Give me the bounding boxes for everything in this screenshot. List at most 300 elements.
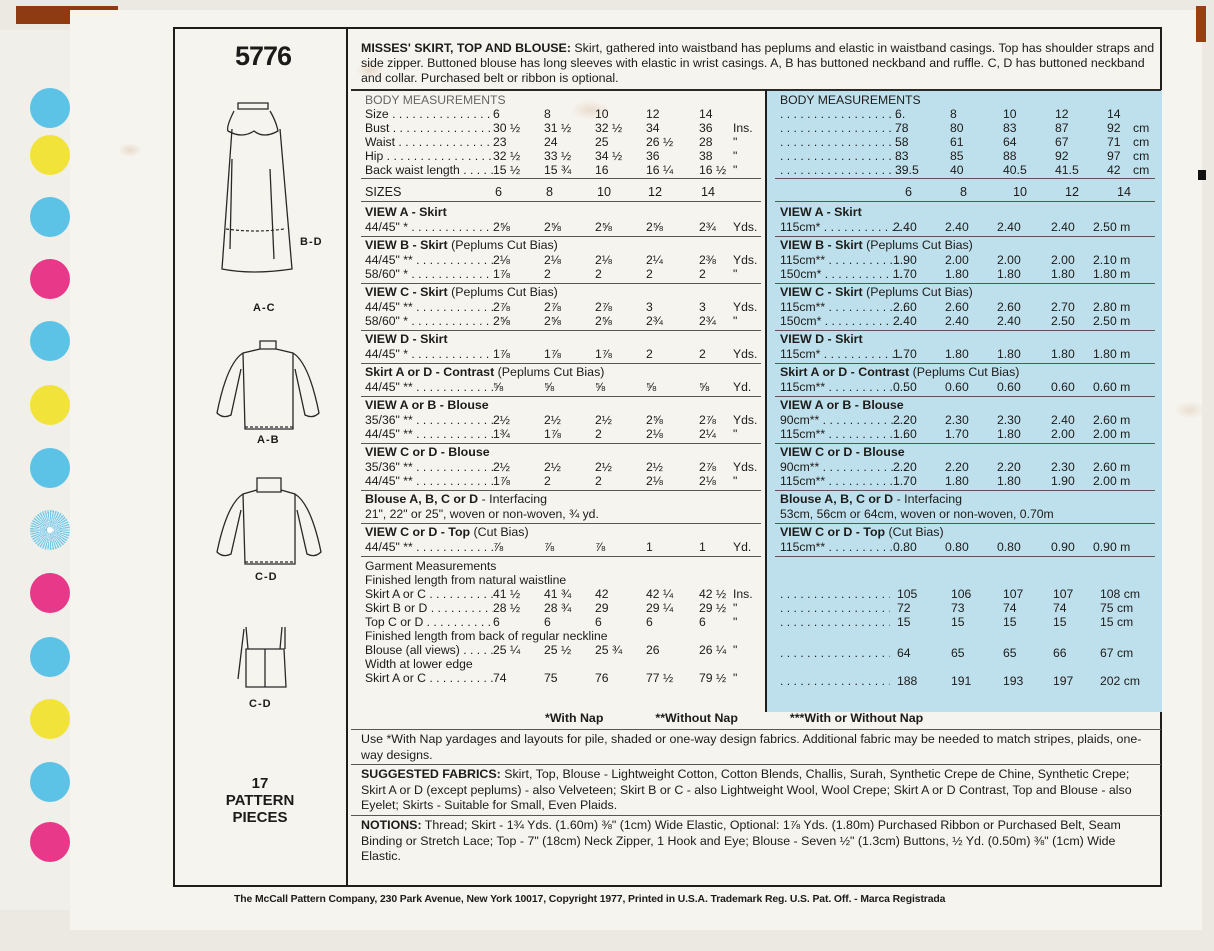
unit: cm (1133, 149, 1150, 163)
size-value-metric: 14 (1117, 185, 1132, 199)
row-label-text: 44/45" ** (365, 474, 413, 488)
cell-value: 41 ½ (493, 587, 521, 601)
row-label (780, 163, 908, 177)
row-label-text: 44/45" ** (365, 300, 413, 314)
view-label-a-b: A-B (257, 434, 280, 446)
leader-dots (427, 601, 493, 615)
leader-dots (780, 601, 890, 615)
cell-value: 2½ (595, 413, 612, 427)
cell-value: 83 (895, 149, 909, 163)
cell-value: 16 (595, 163, 609, 177)
cell-value: 1.90 (1051, 474, 1075, 488)
interfacing-text: 21", 22" or 25", woven or non-woven, ¾ yd. (365, 507, 599, 521)
section-title-text: VIEW D - Skirt (780, 332, 863, 346)
cell-value: 0.90 m (1093, 540, 1131, 554)
section-title (780, 445, 905, 459)
cell-value: 74 (493, 671, 507, 685)
cell-value: 2⅛ (699, 474, 716, 488)
cell-value: 1.70 (893, 347, 917, 361)
unit: Yds. (733, 300, 758, 314)
row-label-text: 115cm** (780, 253, 826, 267)
pattern-pieces-count (205, 775, 315, 826)
cell-value: 1.80 (945, 347, 969, 361)
cell-value: 1⅞ (544, 427, 561, 441)
cell-value: 15 cm (1100, 615, 1134, 629)
row-label (780, 220, 908, 234)
divider (361, 490, 761, 491)
cell-value: 2⅞ (699, 413, 716, 427)
row-label-text: 115cm** (780, 300, 826, 314)
row-label-text: Back waist length (365, 163, 460, 177)
view-label-a-c: A-C (253, 302, 276, 314)
section-title (365, 332, 448, 346)
publisher-footer: The McCall Pattern Company, 230 Park Avenue, New York 10017, Copyright 1977, Printed in U.S.A. Trademark Reg. U.S. Pat. Off. - Marca Registrada (234, 894, 946, 905)
row-label (780, 615, 890, 629)
leader-dots (780, 163, 908, 177)
row-label (780, 149, 908, 163)
divider (775, 178, 1155, 179)
cell-value: 2.60 m (1093, 460, 1131, 474)
cell-value: 30 ½ (493, 121, 521, 135)
divider (775, 523, 1155, 524)
cell-value: 2.50 (1051, 314, 1075, 328)
cell-value: 1⅞ (544, 347, 561, 361)
cell-value: 33 ½ (544, 149, 572, 163)
cell-value: ⅞ (595, 540, 606, 554)
row-label-text: Skirt A or C (365, 587, 426, 601)
cell-value: 2.40 (997, 314, 1021, 328)
row-label-text: 115cm** (780, 540, 826, 554)
row-label-text: 44/45" ** (365, 380, 413, 394)
sizes-label: SIZES (365, 185, 402, 199)
cell-value: 2½ (595, 460, 612, 474)
divider (775, 490, 1155, 491)
row-label (365, 107, 493, 121)
cell-value: ⅞ (544, 540, 555, 554)
pattern-number: 5776 (235, 41, 292, 71)
cell-value: 40.5 (1003, 163, 1027, 177)
cell-value: 2⅜ (699, 253, 716, 267)
cell-value: 0.50 (893, 380, 917, 394)
cell-value: 2⅛ (595, 253, 612, 267)
cell-value: 2.60 (893, 300, 917, 314)
cell-value: 32 ½ (595, 121, 623, 135)
divider (361, 236, 761, 237)
cell-value: 38 (699, 149, 713, 163)
cell-value: 2.00 m (1093, 474, 1131, 488)
cell-value: 2¼ (646, 253, 663, 267)
cell-value: 2⅞ (699, 460, 716, 474)
cell-value: 64 (897, 646, 911, 660)
divider (775, 363, 1155, 364)
cell-value: 2.60 (997, 300, 1021, 314)
cell-value: 2¾ (699, 314, 716, 328)
cell-value: 202 cm (1100, 674, 1140, 688)
cell-value: ⅝ (493, 380, 504, 394)
cell-value: 15 ¾ (544, 163, 572, 177)
size-value: 8 (546, 185, 554, 199)
color-dot-magenta (30, 573, 70, 613)
cell-value: 92 (1055, 149, 1069, 163)
cell-value: 2.40 (893, 314, 917, 328)
top-straps-illustration (230, 619, 305, 694)
row-label-text: Waist (365, 135, 396, 149)
cell-value: 2 (595, 267, 602, 281)
cell-value: 2.00 (1051, 253, 1075, 267)
leader-dots (780, 121, 908, 135)
section-title (780, 238, 973, 252)
row-label (365, 671, 493, 685)
unit: " (733, 601, 738, 615)
section-title-text: VIEW A or B - Blouse (780, 398, 904, 412)
row-label (780, 427, 908, 441)
unit: cm (1133, 163, 1150, 177)
garment-measurements-title: Garment Measurements (365, 559, 497, 573)
cell-value: 2¾ (699, 220, 716, 234)
row-label (780, 413, 908, 427)
leader-dots (780, 674, 890, 688)
unit: " (733, 163, 738, 177)
cell-value: 2.40 (1051, 220, 1075, 234)
row-label (365, 253, 493, 267)
color-dot-magenta (30, 822, 70, 862)
cell-value: 75 (544, 671, 558, 685)
row-label-text: 150cm* (780, 314, 822, 328)
garment-subheading: Width at lower edge (365, 657, 473, 671)
leader-dots (413, 253, 493, 267)
cell-value: 2½ (493, 413, 510, 427)
pattern-title: MISSES' SKIRT, TOP AND BLOUSE: (361, 41, 571, 55)
cell-value: 97 (1107, 149, 1121, 163)
cell-value: 0.80 (945, 540, 969, 554)
row-label (780, 587, 890, 601)
cell-value: 2.30 (945, 413, 969, 427)
cell-value: 34 (646, 121, 660, 135)
unit: Yds. (733, 347, 758, 361)
section-note: (Peplums Cut Bias) (497, 365, 605, 379)
pieces-label-1: PATTERN (225, 792, 295, 809)
row-label (365, 474, 493, 488)
unit: Ins. (733, 587, 753, 601)
unit: " (733, 149, 738, 163)
color-dot-yellow (30, 385, 70, 425)
size-value: 14 (701, 185, 716, 199)
cell-value: 12 (1055, 107, 1069, 121)
cell-value: 2.30 (997, 413, 1021, 427)
leader-dots (395, 135, 493, 149)
section-title-text: VIEW A - Skirt (365, 205, 447, 219)
cell-value: 2½ (646, 460, 663, 474)
row-label-text: Blouse (all views) (365, 643, 460, 657)
section-note: - Interfacing (896, 492, 963, 506)
row-label-text: Skirt A or C (365, 671, 426, 685)
cell-value: 0.60 (997, 380, 1021, 394)
cell-value: 65 (1003, 646, 1017, 660)
cell-value: 10 (595, 107, 609, 121)
envelope-edge-rust-right (1196, 6, 1206, 42)
cell-value: 2.20 (893, 413, 917, 427)
row-label (365, 314, 493, 328)
cell-value: 41.5 (1055, 163, 1079, 177)
cell-value: 88 (1003, 149, 1017, 163)
cell-value: 34 ½ (595, 149, 623, 163)
legend-with-nap: *With Nap (545, 711, 604, 725)
cell-value: 2½ (544, 460, 561, 474)
cell-value: 42 (1107, 163, 1121, 177)
cell-value: 2.60 (945, 300, 969, 314)
row-label-text: Bust (365, 121, 390, 135)
garment-subheading: Finished length from natural waistline (365, 573, 567, 587)
unit: " (733, 314, 738, 328)
row-label-text: 90cm** (780, 460, 820, 474)
illustration-column (175, 29, 348, 885)
section-title (780, 525, 944, 539)
section-title (365, 205, 447, 219)
row-label (780, 135, 908, 149)
cell-value: ⅝ (595, 380, 606, 394)
divider (361, 330, 761, 331)
leader-dots (780, 107, 908, 121)
divider (361, 283, 761, 284)
suggested-fabrics-label: SUGGESTED FABRICS: (361, 767, 501, 781)
cell-value: 39.5 (895, 163, 919, 177)
cell-value: 1.80 (1051, 347, 1075, 361)
row-label-text: 115cm* (780, 220, 821, 234)
leader-dots (413, 427, 493, 441)
section-title-text: Skirt A or D - Contrast (365, 365, 495, 379)
cell-value: 67 cm (1100, 646, 1134, 660)
size-value: 6 (495, 185, 503, 199)
cell-value: 2.80 m (1093, 300, 1131, 314)
cell-value: 87 (1055, 121, 1069, 135)
cell-value: 28 ¾ (544, 601, 572, 615)
cell-value: 0.60 (945, 380, 969, 394)
section-title (365, 525, 529, 539)
section-title-text: VIEW C or D - Blouse (780, 445, 905, 459)
cell-value: 42 ½ (699, 587, 727, 601)
row-label (365, 413, 493, 427)
cell-value: 1¾ (493, 427, 510, 441)
leader-dots (780, 149, 908, 163)
row-label-text: Hip (365, 149, 384, 163)
row-label (365, 300, 493, 314)
cell-value: 2⅝ (595, 220, 612, 234)
cell-value: 40 (950, 163, 964, 177)
cell-value: 2.40 (997, 220, 1021, 234)
section-title (365, 492, 547, 506)
cell-value: 92 (1107, 121, 1121, 135)
cell-value: 2⅛ (493, 253, 510, 267)
section-title-text: VIEW C or D - Top (365, 525, 471, 539)
cell-value: 1 (699, 540, 706, 554)
leader-dots (413, 460, 493, 474)
divider (361, 396, 761, 397)
unit: Yd. (733, 380, 752, 394)
cell-value: 77 ½ (646, 671, 674, 685)
cell-value: 26 ½ (646, 135, 674, 149)
cell-value: 6 (493, 615, 500, 629)
cell-value: 29 ½ (699, 601, 727, 615)
section-note: (Peplums Cut Bias) (451, 238, 558, 252)
pattern-description-text: Skirt, gathered into waistband has peplums and elastic in waistband casings. Top has shoulder straps and side zipper. Buttoned blouse has long sleeves with elastic in wrist casings. A, B has buttoned neckband and ruffle. C, D has buttoned neckband and collar. Purchased belt or ribbon is optional. (361, 41, 1155, 85)
cell-value: 31 ½ (544, 121, 572, 135)
cell-value: 1⅞ (493, 267, 510, 281)
cell-value: 2⅝ (544, 220, 561, 234)
cell-value: 25 ½ (544, 643, 572, 657)
leader-dots (413, 540, 493, 554)
cell-value: 61 (950, 135, 964, 149)
cell-value: 42 ¼ (646, 587, 674, 601)
unit: cm (1133, 135, 1150, 149)
divider (351, 729, 1161, 730)
section-title (365, 445, 490, 459)
cell-value: 32 ½ (493, 149, 521, 163)
cell-value: 65 (951, 646, 965, 660)
unit: Yds. (733, 220, 758, 234)
notions-text: Thread; Skirt - 1¾ Yds. (1.60m) ⅜" (1cm) Wide Elastic, Optional: 1⅞ Yds. (1.80m) Purchased Ribbon or Purchased Belt, Seam Binding or Stretch Lace; Top - 7" (18cm) Neck Zipper, 1 Hook and Eye; Blouse - Seven ½" (1.3cm) Buttons, ½ Yd. (0.50m) ⅜" (1cm) Wide Elastic. (361, 818, 1121, 863)
cell-value: 6 (595, 615, 602, 629)
section-note: (Peplums Cut Bias) (866, 238, 973, 252)
divider (775, 556, 1155, 557)
row-label (780, 380, 908, 394)
cell-value: 191 (951, 674, 972, 688)
cell-value: 1 (646, 540, 653, 554)
cell-value: ⅝ (646, 380, 657, 394)
cell-value: 76 (595, 671, 609, 685)
divider (361, 201, 761, 202)
leader-dots (780, 135, 908, 149)
row-label-text: 44/45" ** (365, 427, 413, 441)
cell-value: 2.00 m (1093, 427, 1131, 441)
cell-value: 6 (646, 615, 653, 629)
unit: " (733, 474, 738, 488)
leader-dots (389, 121, 493, 135)
unit: " (733, 615, 738, 629)
row-label (365, 163, 493, 177)
divider (775, 443, 1155, 444)
divider (361, 523, 761, 524)
cell-value: ⅝ (699, 380, 710, 394)
cell-value: 2.20 (997, 460, 1021, 474)
divider (775, 201, 1155, 202)
unit: Yds. (733, 413, 758, 427)
cell-value: 73 (951, 601, 965, 615)
cell-value: 2.20 (893, 460, 917, 474)
cell-value: 2.70 (1051, 300, 1075, 314)
nap-note: Use *With Nap yardages and layouts for pile, shaded or one-way design fabrics. Additional fabric may be needed to match stripes, plaids, one-way designs. (361, 732, 1142, 762)
section-title (365, 238, 558, 252)
cell-value: 15 ½ (493, 163, 521, 177)
cell-value: 2⅞ (544, 300, 561, 314)
leader-dots (408, 314, 493, 328)
row-label (365, 267, 493, 281)
view-label-c-d-blouse: C-D (255, 571, 278, 583)
divider (351, 89, 1161, 91)
row-label (780, 267, 908, 281)
cell-value: 1.80 (997, 267, 1021, 281)
cell-value: 26 ¼ (699, 643, 727, 657)
row-label (365, 615, 493, 629)
leader-dots (460, 163, 493, 177)
cell-value: 3 (699, 300, 706, 314)
cell-value: 15 (951, 615, 965, 629)
size-value-metric: 8 (960, 185, 968, 199)
section-title (365, 365, 604, 379)
row-label-text: 115cm** (780, 380, 826, 394)
cell-value: 2¼ (699, 427, 716, 441)
cell-value: 107 (1003, 587, 1024, 601)
unit: " (733, 643, 738, 657)
cell-value: 10 (1003, 107, 1017, 121)
divider (775, 283, 1155, 284)
row-label (780, 300, 908, 314)
unit: " (733, 135, 738, 149)
color-dot-cyan (30, 321, 70, 361)
cell-value: 1.80 (945, 474, 969, 488)
section-title-text: VIEW B - Skirt (365, 238, 448, 252)
leader-dots (408, 267, 493, 281)
color-dot-yellow (30, 699, 70, 739)
section-title-text: Blouse A, B, C or D (365, 492, 479, 506)
cell-value: 2.40 (893, 220, 917, 234)
legend-without-nap: **Without Nap (655, 711, 738, 725)
row-label (365, 380, 493, 394)
cell-value: 12 (646, 107, 660, 121)
cell-value: 58 (895, 135, 909, 149)
row-label (780, 347, 908, 361)
cell-value: 14 (1107, 107, 1121, 121)
row-label-text: 35/36" ** (365, 413, 413, 427)
section-title-text: VIEW D - Skirt (365, 332, 448, 346)
cell-value: 78 (895, 121, 909, 135)
row-label (780, 674, 890, 688)
row-label (780, 107, 908, 121)
section-title (365, 285, 558, 299)
cell-value: 0.60 (1051, 380, 1075, 394)
cell-value: 2⅝ (493, 220, 510, 234)
cell-value: 2.50 m (1093, 220, 1131, 234)
cell-value: 74 (1003, 601, 1017, 615)
size-value: 10 (597, 185, 612, 199)
row-label-text: 44/45" * (365, 347, 408, 361)
color-dot-cyan (30, 88, 70, 128)
cell-value: 79 ½ (699, 671, 727, 685)
leader-dots (413, 474, 493, 488)
row-label-text: 115cm** (780, 427, 826, 441)
section-title-text: Blouse A, B, C or D (780, 492, 894, 506)
cell-value: 1.80 (997, 474, 1021, 488)
leader-dots (423, 615, 493, 629)
row-label (780, 121, 908, 135)
row-label (365, 601, 493, 615)
section-title-text: VIEW A - Skirt (780, 205, 862, 219)
pieces-label-2: PIECES (232, 809, 288, 826)
cell-value: 2⅛ (646, 474, 663, 488)
cell-value: 2⅝ (595, 314, 612, 328)
cell-value: 64 (1003, 135, 1017, 149)
cell-value: 2⅝ (646, 413, 663, 427)
cell-value: 75 cm (1100, 601, 1134, 615)
view-label-b-d: B-D (300, 236, 323, 248)
cell-value: 26 (646, 643, 660, 657)
pieces-number: 17 (251, 775, 269, 792)
cell-value: 2⅝ (544, 314, 561, 328)
pattern-info-frame (173, 27, 1162, 887)
cell-value: 14 (699, 107, 713, 121)
unit: " (733, 267, 738, 281)
cell-value: 0.90 (1051, 540, 1075, 554)
row-label (365, 540, 493, 554)
